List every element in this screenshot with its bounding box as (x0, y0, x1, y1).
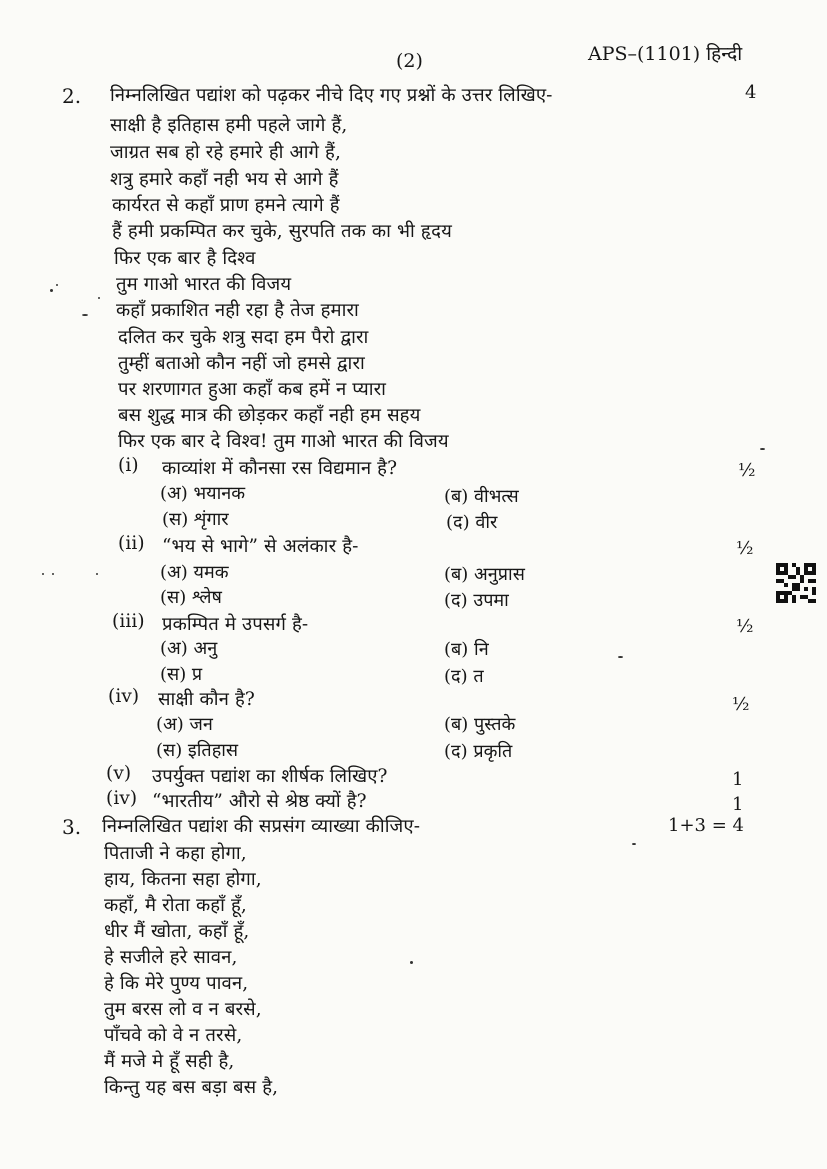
qr-code-icon (776, 563, 816, 603)
page-number: (2) (396, 50, 423, 72)
sub-question-marks: 1 (732, 769, 744, 790)
poem-line: तुम गाओ भारत की विजय (116, 274, 292, 295)
poem-line: तुम्हीं बताओ कौन नहीं जो हमसे द्वारा (118, 353, 365, 374)
question-2-marks: 4 (745, 82, 757, 103)
sub-question-marks: ½ (736, 538, 754, 559)
option-d: (द) उपमा (444, 590, 509, 611)
option-b: (ब) पुस्तके (444, 714, 516, 735)
sub-question-text: प्रकम्पित मे उपसर्ग है- (162, 614, 309, 635)
sub-question-marks: 1 (732, 794, 744, 815)
option-c: (स) इतिहास (156, 740, 239, 761)
sub-question-marks: ½ (732, 694, 750, 715)
option-a: (अ) यमक (160, 562, 229, 583)
sub-question-label: (ii) (118, 533, 145, 554)
option-b: (ब) नि (444, 639, 489, 660)
sub-question-text: साक्षी कौन है? (158, 689, 255, 710)
question-3-marks: 1+3 = 4 (668, 815, 744, 836)
option-a: (अ) भयानक (160, 483, 246, 504)
sub-question-label: (i) (118, 455, 139, 476)
question-3-instruction: निम्नलिखित पद्यांश की सप्रसंग व्याख्या कीजिए- (102, 816, 421, 837)
sub-question-label: (iii) (112, 611, 145, 632)
sub-question-label: (v) (106, 763, 132, 784)
paper-code: APS–(1101) हिन्दी (588, 43, 743, 65)
poem-line: जाग्रत सब हो रहे हमारे ही आगे हैं, (110, 142, 341, 163)
option-c: (स) प्र (160, 664, 203, 685)
option-d: (द) प्रकृति (444, 741, 513, 762)
question-2-instruction: निम्नलिखित पद्यांश को पढ़कर नीचे दिए गए प्रश्नों के उत्तर लिखिए- (110, 85, 553, 106)
option-c: (स) शृंगार (162, 509, 229, 530)
sub-question-text: उपर्युक्त पद्यांश का शीर्षक लिखिए? (152, 766, 388, 787)
poem-line: शत्रु हमारे कहाँ नही भय से आगे हैं (110, 169, 339, 190)
poem-line: साक्षी है इतिहास हमी पहले जागे हैं, (110, 115, 348, 136)
poem-line: बस शुद्ध मात्र की छोड़कर कहाँ नही हम सहय (118, 405, 421, 426)
sub-question-marks: ½ (736, 616, 754, 637)
poem-line: कहाँ, मै रोता कहाँ हूँ, (104, 895, 247, 916)
poem-line: कार्यरत से कहाँ प्राण हमने त्यागे हैं (112, 195, 340, 216)
poem-line: हाय, कितना सहा होगा, (104, 869, 262, 890)
poem-line: पर शरणागत हुआ कहाँ कब हमें न प्यारा (118, 379, 387, 400)
poem-line: धीर मैं खोता, कहाँ हूँ, (104, 921, 250, 942)
sub-question-text: “भारतीय” औरो से श्रेष्ठ क्यों है? (152, 791, 367, 812)
option-a: (अ) अनु (160, 638, 218, 659)
option-b: (ब) वीभत्स (444, 486, 519, 507)
option-c: (स) श्लेष (160, 587, 222, 608)
sub-question-marks: ½ (738, 460, 756, 481)
poem-line: हे सजीले हरे सावन, (104, 947, 238, 968)
poem-line: हे कि मेरे पुण्य पावन, (104, 973, 249, 994)
option-b: (ब) अनुप्रास (444, 564, 525, 585)
sub-question-label: (iv) (108, 686, 140, 707)
option-d: (द) वीर (446, 512, 498, 533)
option-a: (अ) जन (156, 714, 213, 735)
poem-line: दलित कर चुके शत्रु सदा हम पैरो द्वारा (118, 327, 369, 348)
poem-line: कहाँ प्रकाशित नही रहा है तेज हमारा (116, 300, 359, 321)
question-3-number: 3. (62, 815, 82, 839)
poem-line: पाँचवे को वे न तरसे, (104, 1025, 243, 1046)
poem-line: फिर एक बार दे विश्व! तुम गाओ भारत की विजय (118, 431, 449, 452)
poem-line: तुम बरस लो व न बरसे, (104, 999, 262, 1020)
option-d: (द) त (444, 666, 484, 687)
sub-question-text: “भय से भागे” से अलंकार है- (162, 536, 359, 557)
poem-line: किन्तु यह बस बड़ा बस है, (104, 1077, 279, 1098)
poem-line: फिर एक बार है दिश्व (114, 248, 256, 269)
question-2-number: 2. (62, 84, 82, 108)
poem-line: मैं मजे मे हूँ सही है, (104, 1051, 235, 1072)
poem-line: हैं हमी प्रकम्पित कर चुके, सुरपति तक का भी हृदय (112, 221, 452, 242)
sub-question-label: (iv) (106, 788, 138, 809)
sub-question-text: काव्यांश में कौनसा रस विद्यमान है? (162, 458, 398, 479)
poem-line: पिताजी ने कहा होगा, (104, 843, 247, 864)
